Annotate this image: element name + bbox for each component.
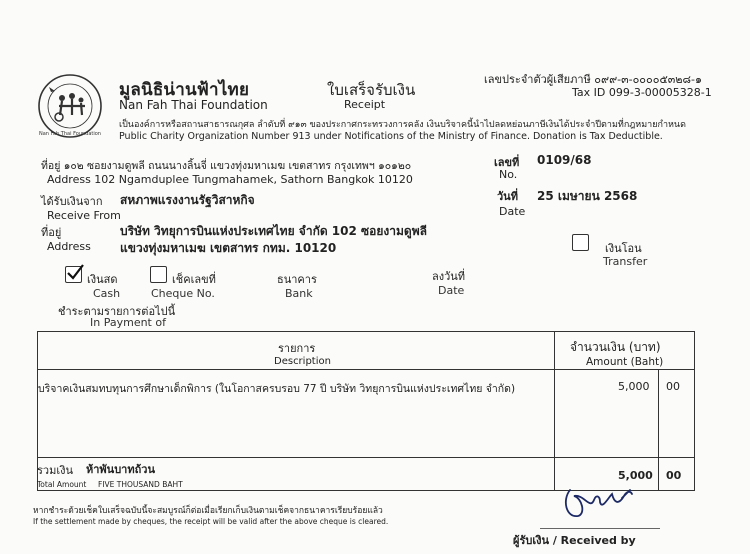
items-table [37,331,695,491]
cheque-note-th: หากชำระด้วยเช็คใบเสร็จฉบับนี้จะสมบูรณ์ก็ต่อเมื่อเรียกเก็บเงินตามเช็คจากธนาคารเรียบร้อยแล้ว [33,506,383,516]
address-th: ที่อยู่ ๑๐๒ ซอยงามดูพลี ถนนนางลิ้นจี่ แขวงทุ่งมหาเมฆ เขตสาทร กรุงเทพฯ ๑๐๑๒๐ [41,160,412,172]
org-name-th: มูลนิธิน่านฟ้าไทย [119,80,250,100]
doc-title-en: Receipt [344,98,386,111]
receipt-no-label-en: No. [499,168,518,181]
cash-label-en: Cash [93,287,121,300]
receipt-no-value: 0109/68 [537,153,592,167]
date-label-th: วันที่ [497,190,518,203]
receiver-signature [560,480,640,526]
cheque-label-en: Cheque No. [151,287,215,300]
pay-date-label-th: ลงวันที่ [432,270,466,283]
cash-checkbox[interactable] [65,266,82,283]
total-words-en: FIVE THOUSAND BAHT [98,480,183,489]
pay-date-label-en: Date [438,284,465,297]
satang-column-divider [658,370,659,490]
address-en: Address 102 Ngamduplee Tungmahamek, Sathorn Bangkok 10120 [47,173,413,186]
charity-note-th: เป็นองค์การหรือสถานสาธารณกุศล ลำดับที่ ๙๑๓ ของประกาศกระทรวงการคลัง เงินบริจาคนี้นำไปลดหย่อนภาษีเงินได้ประจำปีตามที่กฎหมายกำหนด [119,120,686,130]
tax-id-th: เลขประจำตัวผู้เสียภาษี ๐๙๙-๓-๐๐๐๐๕๓๒๘-๑ [484,73,702,86]
cheque-checkbox[interactable] [150,266,167,283]
header-divider [38,369,694,370]
total-divider [38,457,694,458]
bank-label-en: Bank [285,287,313,300]
item-amount-baht: 5,000 [618,380,650,393]
description-header-th: รายการ [278,342,316,355]
payment-list-label-en: In Payment of [90,316,166,329]
amount-column-divider [554,332,555,490]
receive-from-label-en: Receive From [47,209,121,222]
total-words-th: ห้าพันบาทถ้วน [86,463,155,476]
cheque-note-en: If the settlement made by cheques, the receipt will be valid after the above cheque is cleared. [33,517,389,526]
payer-address-line1: บริษัท วิทยุการบินแห่งประเทศไทย จำกัด 102 ซอยงามดูพลี [120,224,427,238]
doc-title-th: ใบเสร็จรับเงิน [327,81,416,99]
receipt-no-label-th: เลขที่ [494,156,520,169]
checkmark-icon [66,264,84,282]
receive-from-label-th: ได้รับเงินจาก [41,195,103,208]
date-label-en: Date [499,205,526,218]
cash-label-th: เงินสด [87,273,118,286]
foundation-logo [37,73,103,139]
received-by-label: ผู้รับเงิน / Received by [513,534,636,547]
transfer-checkbox[interactable] [572,234,589,251]
total-label-en: Total Amount [37,480,87,489]
bank-label-th: ธนาคาร [277,273,317,286]
payer-address-label-th: ที่อยู่ [41,226,62,239]
transfer-label-en: Transfer [603,255,648,268]
total-amount-baht: 5,000 [618,469,653,482]
description-header-en: Description [274,356,331,367]
payment-list-label-th: ชำระตามรายการต่อไปนี้ [58,305,176,318]
total-label-th: รวมเงิน [37,464,73,477]
amount-header-th: จำนวนเงิน (บาท) [570,340,661,354]
payer-address-label-en: Address [47,240,91,253]
svg-text:Nan Fah Thai Foundation: Nan Fah Thai Foundation [39,131,101,137]
payer-address-line2: แขวงทุ่งมหาเมฆ เขตสาทร กทม. 10120 [120,241,337,255]
item-amount-satang: 00 [666,380,680,393]
org-name-en: Nan Fah Thai Foundation [119,98,268,112]
date-value: 25 เมษายน 2568 [537,189,638,203]
tax-id-en: Tax ID 099-3-00005328-1 [572,86,712,99]
cheque-label-th: เช็คเลขที่ [172,273,216,286]
charity-note-en: Public Charity Organization Number 913 under Notifications of the Ministry of Finance. Donation is Tax Deductible. [119,131,663,142]
item-description: บริจาคเงินสมทบทุนการศึกษาเด็กพิการ (ในโอกาสครบรอบ 77 ปี บริษัท วิทยุการบินแห่งประเทศไทย จำกัด) [38,383,516,395]
receive-from-value: สหภาพแรงงานรัฐวิสาหกิจ [120,193,255,207]
signature-line [540,528,660,529]
total-amount-satang: 00 [666,469,682,482]
amount-header-en: Amount (Baht) [586,356,664,368]
transfer-label-th: เงินโอน [605,242,642,255]
